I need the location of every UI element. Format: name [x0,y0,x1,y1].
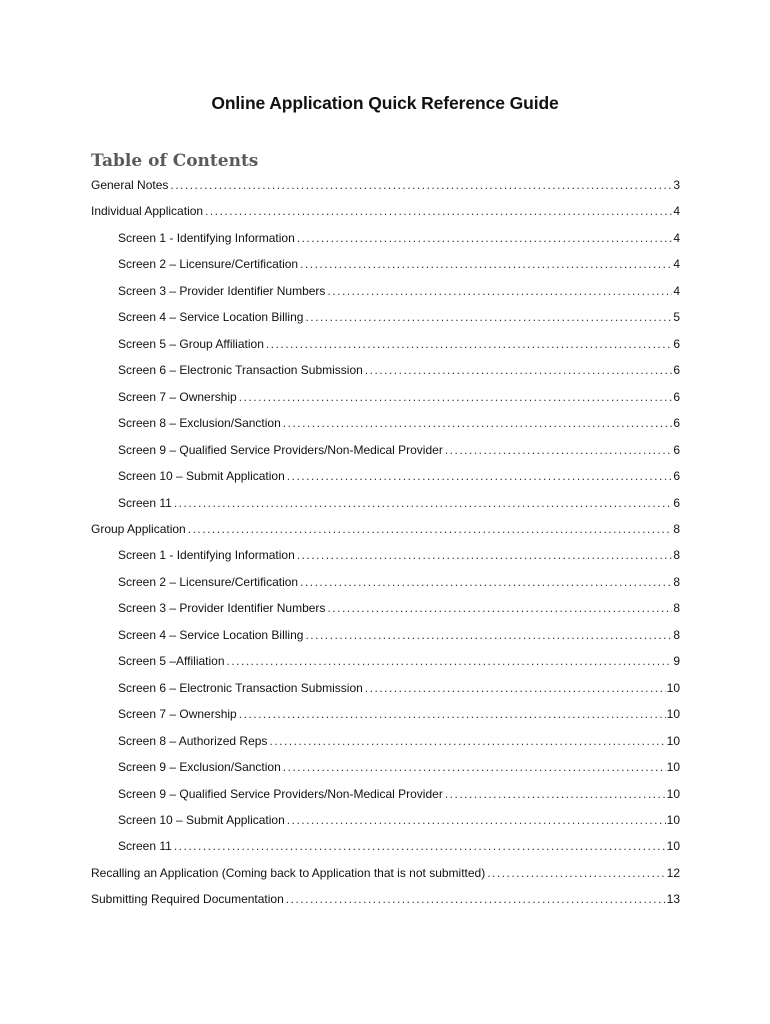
toc-entry-label: Screen 5 –Affiliation [118,654,225,668]
toc-entry[interactable] [118,601,680,619]
toc-page-number: 4 [673,231,680,245]
toc-entry[interactable] [118,363,680,381]
toc-entry[interactable] [118,760,680,778]
toc-page-number: 8 [673,522,680,536]
toc-entry-label: Screen 6 – Electronic Transaction Submission [118,681,363,695]
toc-leader [365,681,666,695]
toc-leader [327,601,672,615]
toc-entry-label: Screen 3 – Provider Identifier Numbers [118,601,326,615]
toc-page-number: 8 [673,575,680,589]
toc-entry-label: Screen 10 – Submit Application [118,469,285,483]
toc-leader [445,787,666,801]
toc-entry-label: Screen 2 – Licensure/Certification [118,257,299,271]
toc-leader [297,231,673,245]
document-title: Online Application Quick Reference Guide [211,93,559,113]
toc-page-number: 8 [673,601,680,615]
toc-leader [205,204,672,218]
toc-leader [188,522,673,536]
toc-entry[interactable] [91,892,680,910]
toc-entry-label: Screen 11 [118,496,172,510]
toc-entry[interactable] [91,866,680,884]
toc-entry-label: Screen 9 – Qualified Service Providers/Non-Medical Provider [118,443,443,457]
toc-leader [300,575,672,589]
toc-entry[interactable] [118,654,680,672]
toc-heading: Table of Contents [91,151,259,171]
toc-entry[interactable] [118,257,680,275]
toc-leader [445,443,673,457]
toc-leader [283,760,666,774]
toc-entry[interactable] [91,178,680,196]
toc-page-number: 9 [673,654,680,668]
toc-page-number: 6 [673,390,680,404]
toc-entry-label: Screen 7 – Ownership [118,707,237,721]
toc-leader [269,734,665,748]
toc-page-number: 13 [666,892,680,906]
toc-page-number: 3 [673,178,680,192]
toc-entry-label: Screen 11 [118,839,172,853]
toc-page-number: 6 [673,469,680,483]
toc-page-number: 6 [673,496,680,510]
toc-leader [297,548,673,562]
toc-entry-label: Screen 1 - Identifying Information [118,548,295,562]
toc-leader [487,866,665,880]
toc-entry[interactable] [118,787,680,805]
toc-entry-label: Screen 7 – Ownership [118,390,237,404]
toc-entry[interactable] [118,496,680,514]
toc-entry[interactable] [118,231,680,249]
toc-entry[interactable] [118,707,680,725]
toc-entry[interactable] [118,734,680,752]
toc-entry[interactable] [118,681,680,699]
toc-entry[interactable] [118,469,680,487]
toc-entry[interactable] [118,390,680,408]
toc-page-number: 10 [666,734,680,748]
toc-entry-label: Submitting Required Documentation [91,892,284,906]
toc-leader [287,469,673,483]
toc-page-number: 6 [673,337,680,351]
toc-leader [287,813,666,827]
toc-entry[interactable] [118,813,680,831]
toc-entry-label: General Notes [91,178,169,192]
toc-entry-label: Screen 10 – Submit Application [118,813,285,827]
toc-leader [266,337,672,351]
toc-page-number: 6 [673,443,680,457]
toc-leader [300,257,672,271]
toc-leader [227,654,673,668]
toc-page-number: 10 [666,760,680,774]
toc-entry-label: Screen 3 – Provider Identifier Numbers [118,284,326,298]
toc-page-number: 4 [673,204,680,218]
toc-leader [174,496,673,510]
toc-page-number: 8 [673,628,680,642]
toc-page-number: 10 [666,787,680,801]
toc-leader [174,839,666,853]
toc-leader [283,416,673,430]
toc-leader [305,310,672,324]
toc-entry-label: Group Application [91,522,186,536]
toc-page-number: 8 [673,548,680,562]
toc-page-number: 5 [673,310,680,324]
toc-entry[interactable] [91,204,680,222]
toc-entry[interactable] [118,443,680,461]
toc-leader [286,892,666,906]
toc-page-number: 10 [666,839,680,853]
toc-page-number: 6 [673,363,680,377]
toc-entry-label: Screen 8 – Exclusion/Sanction [118,416,281,430]
toc-leader [170,178,672,192]
toc-entry-label: Screen 1 - Identifying Information [118,231,295,245]
toc-page-number: 12 [666,866,680,880]
toc-leader [239,707,666,721]
toc-entry[interactable] [118,628,680,646]
toc-leader [239,390,673,404]
toc-entry-label: Screen 8 – Authorized Reps [118,734,268,748]
toc-entry-label: Screen 5 – Group Affiliation [118,337,264,351]
toc-page-number: 10 [666,681,680,695]
toc-entry[interactable] [118,416,680,434]
toc-leader [365,363,673,377]
toc-entry-label: Recalling an Application (Coming back to Application that is not submitted) [91,866,486,880]
toc-entry[interactable] [91,522,680,540]
toc-entry-label: Screen 6 – Electronic Transaction Submission [118,363,363,377]
toc-leader [327,284,672,298]
toc-entry-label: Screen 2 – Licensure/Certification [118,575,299,589]
toc-entry-label: Screen 4 – Service Location Billing [118,310,304,324]
toc-page-number: 10 [666,813,680,827]
toc-page-number: 4 [673,284,680,298]
toc-entry[interactable] [118,575,680,593]
toc-entry[interactable] [118,548,680,566]
toc-leader [305,628,672,642]
toc-entry[interactable] [118,284,680,302]
toc-entry[interactable] [118,839,680,857]
toc-page-number: 6 [673,416,680,430]
toc-entry[interactable] [118,310,680,328]
toc-page-number: 10 [666,707,680,721]
toc-page-number: 4 [673,257,680,271]
toc-entry[interactable] [118,337,680,355]
toc-entry-label: Screen 4 – Service Location Billing [118,628,304,642]
toc-entry-label: Individual Application [91,204,204,218]
toc-entry-label: Screen 9 – Exclusion/Sanction [118,760,281,774]
toc-entry-label: Screen 9 – Qualified Service Providers/Non-Medical Provider [118,787,443,801]
